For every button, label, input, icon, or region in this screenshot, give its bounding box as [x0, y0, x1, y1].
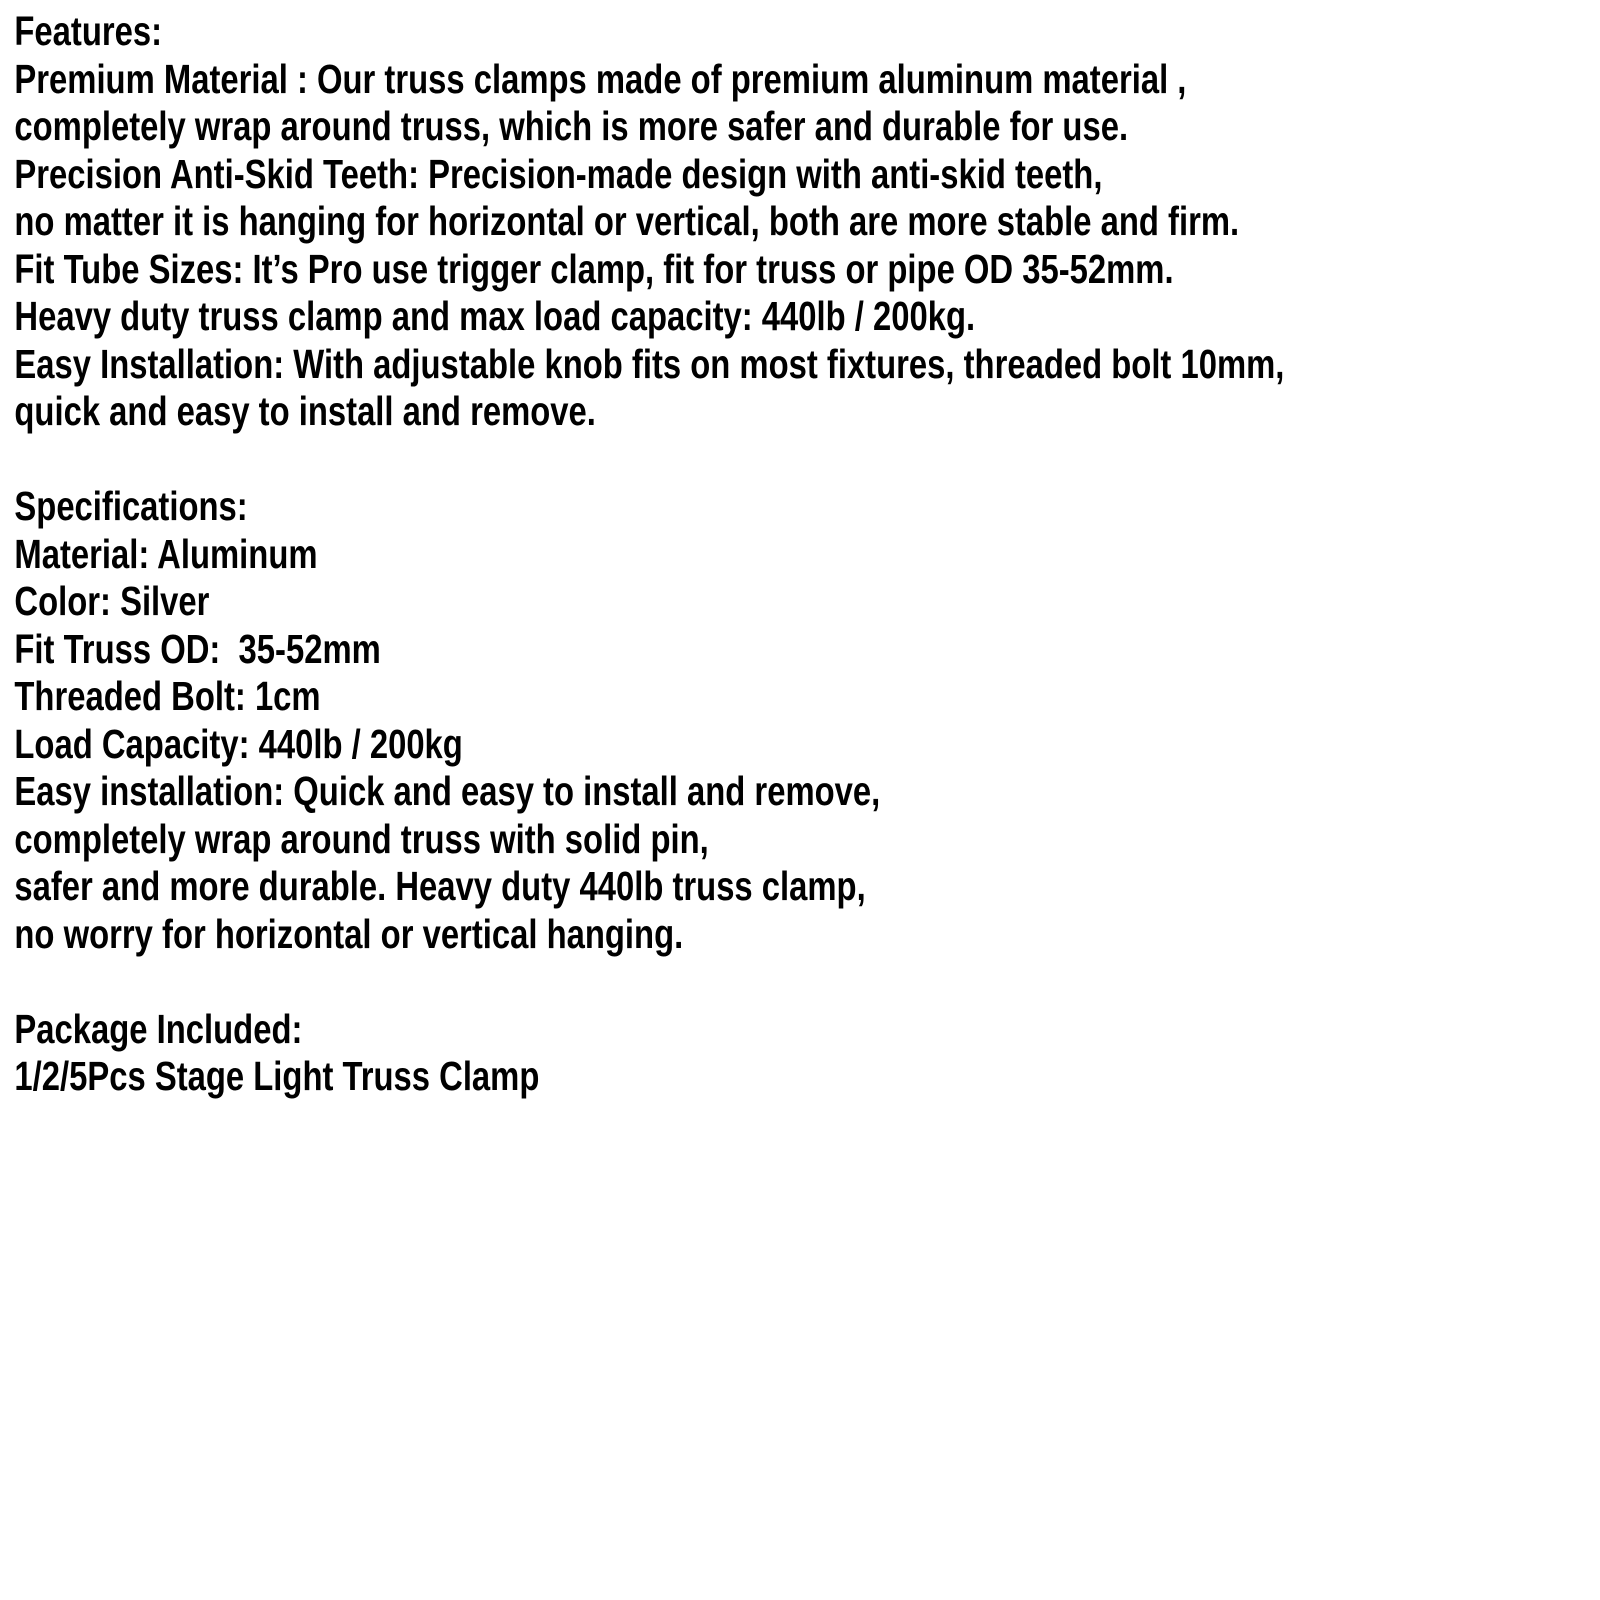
text-line: 1/2/5Pcs Stage Light Truss Clamp: [14, 1053, 540, 1099]
features-section: [14, 8, 1600, 436]
description-text-block: [0, 8, 1600, 1101]
text-line: Fit Tube Sizes: It’s Pro use trigger clamp, fit for truss or pipe OD 35-52mm.: [14, 245, 1174, 292]
text-line: Threaded Bolt: 1cm: [14, 673, 321, 719]
package-included-section: [14, 1006, 1600, 1101]
specifications-section: [14, 483, 1600, 958]
section-heading: Specifications:: [14, 483, 248, 529]
text-line: Precision Anti-Skid Teeth: Precision-made design with anti-skid teeth,: [14, 150, 1103, 197]
section-heading: Features:: [14, 8, 163, 54]
text-line: safer and more durable. Heavy duty 440lb truss clamp,: [14, 863, 866, 909]
text-line: completely wrap around truss with solid pin,: [14, 815, 709, 862]
text-line: quick and easy to install and remove.: [14, 388, 596, 434]
text-line: completely wrap around truss, which is more safer and durable for use.: [14, 103, 1129, 149]
text-line: Fit Truss OD: 35-52mm: [14, 625, 381, 672]
text-line: Load Capacity: 440lb / 200kg: [14, 720, 463, 767]
section-heading: Package Included:: [14, 1005, 303, 1052]
text-line: Color: Silver: [14, 578, 210, 624]
text-line: Easy Installation: With adjustable knob fits on most fixtures, threaded bolt 10mm,: [14, 340, 1285, 387]
text-line: Material: Aluminum: [14, 530, 318, 577]
text-line: Easy installation: Quick and easy to install and remove,: [14, 768, 881, 814]
text-line: Premium Material : Our truss clamps made of premium aluminum material ,: [14, 55, 1187, 102]
text-line: Heavy duty truss clamp and max load capacity: 440lb / 200kg.: [14, 293, 976, 339]
text-line: no worry for horizontal or vertical hanging.: [14, 910, 684, 957]
text-line: no matter it is hanging for horizontal or vertical, both are more stable and firm.: [14, 198, 1240, 244]
